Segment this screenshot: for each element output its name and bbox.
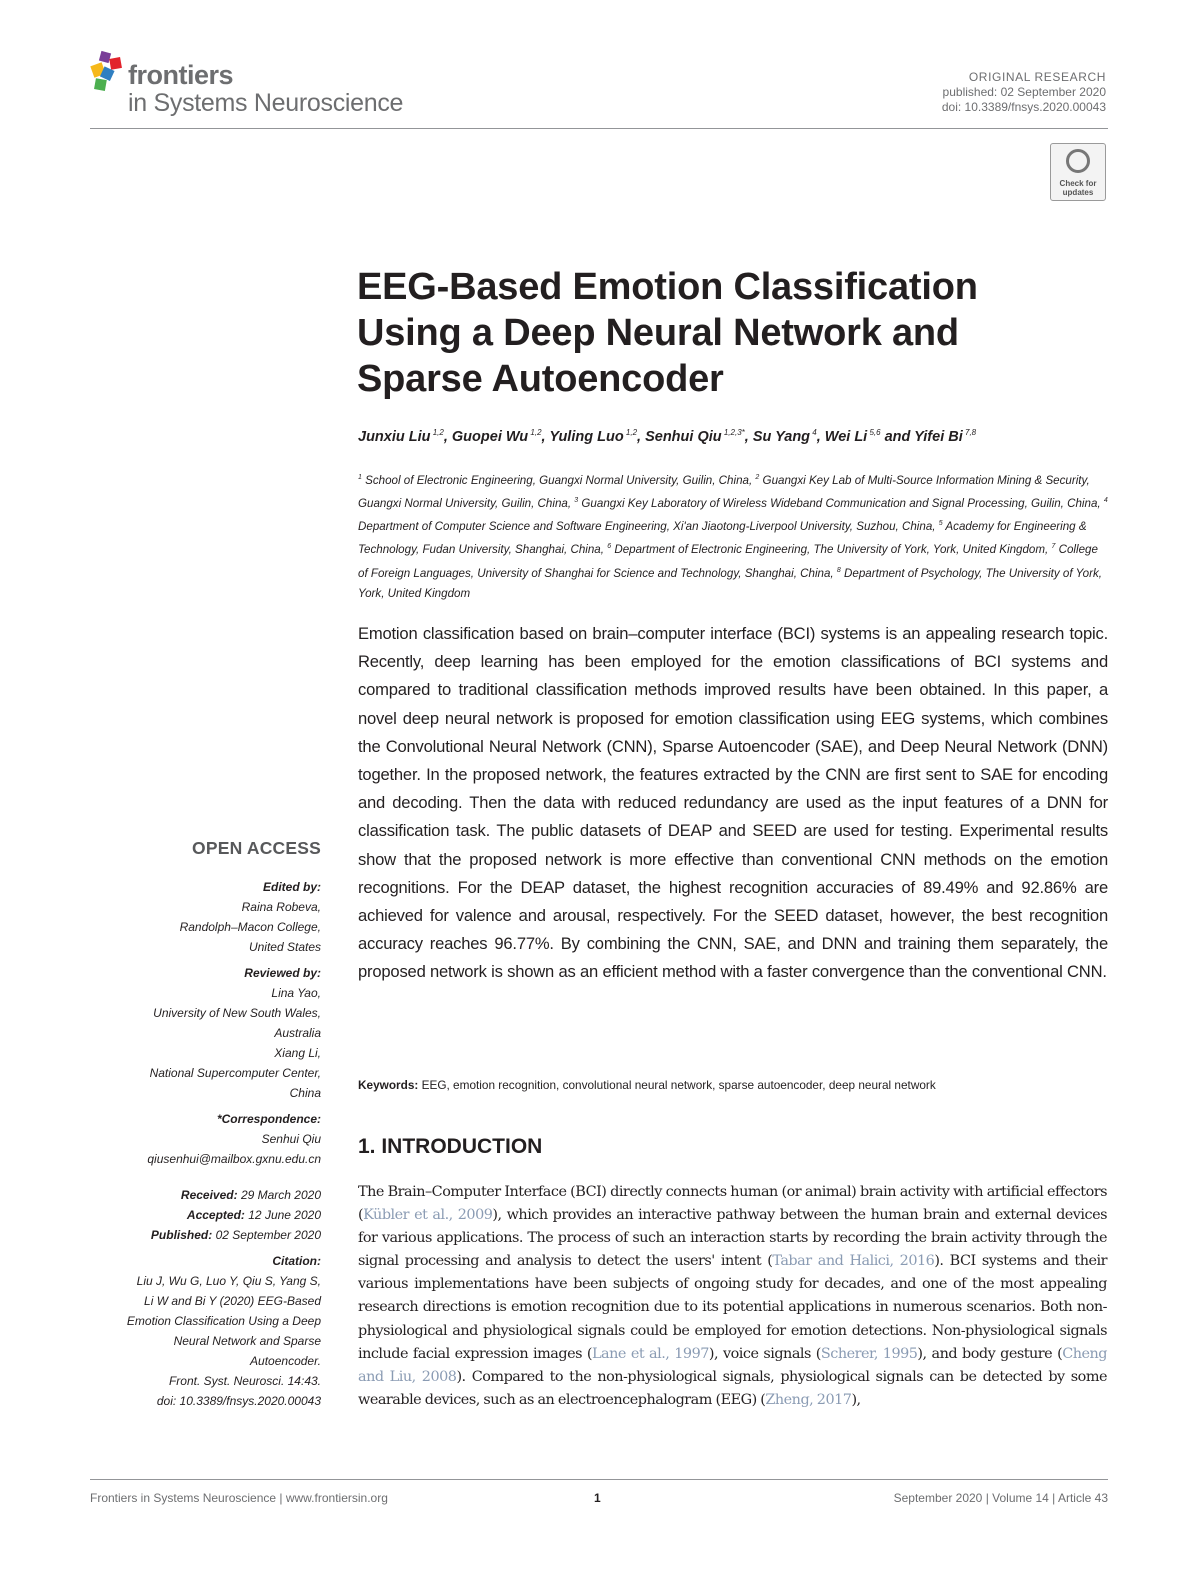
published-date-sidebar: Published: 02 September 2020 [150,1228,321,1242]
footer-issue-info: September 2020 | Volume 14 | Article 43 [893,1491,1108,1505]
affiliation-text: Department of Computer Science and Software Engineering, Xi'an Jiaotong-Liverpool University, Suzhou, China, [358,520,939,534]
intro-text-segment: ), voice signals ( [708,1345,821,1362]
open-access-label: OPEN ACCESS [192,838,321,858]
check-for-updates-button[interactable] [1050,143,1106,201]
footer-journal-link[interactable]: Frontiers in Systems Neuroscience | www.frontiersin.org [90,1491,388,1505]
edited-by-label: Edited by: [262,880,321,894]
citation-line: Front. Syst. Neurosci. 14:43. [168,1374,321,1388]
author-name[interactable]: Yifei Bi [914,428,963,445]
author-name[interactable]: Su Yang [752,428,811,445]
author-affiliation-marker: 1,2,3* [721,428,745,437]
affiliation-marker: 3 [574,497,579,505]
author-name[interactable]: Wei Li [824,428,868,445]
affiliations [358,468,1110,604]
author-affiliation-marker: 1,2 [528,428,542,437]
reviewer-line: National Supercomputer Center, [149,1066,321,1080]
citation-link[interactable]: Lane et al., 1997 [592,1345,709,1362]
author-name[interactable]: Junxiu Liu [358,428,431,445]
published-date: published: 02 September 2020 [942,85,1106,99]
editor-line: Randolph–Macon College, [179,920,321,934]
editor-line: United States [248,940,321,954]
citation-line: Emotion Classification Using a Deep [126,1314,321,1328]
check-updates-icon [1066,149,1090,173]
affiliation-text: Academy for Engineering & Technology, Fudan University, Shanghai, China, [358,520,1087,557]
affiliation-text: School of Electronic Engineering, Guangxi Normal University, Guilin, China, [361,473,756,487]
accepted-date: Accepted: 12 June 2020 [186,1208,321,1222]
citation-link[interactable]: Scherer, 1995 [820,1345,918,1362]
author-affiliation-marker: 1,2 [430,428,444,437]
author-affiliation-marker: 7,8 [962,428,977,437]
affiliation-marker: 8 [836,566,841,574]
keywords-label: Keywords: [358,1078,419,1092]
title-line: EEG-Based Emotion Classification [357,266,978,308]
check-updates-label: Check for updates [1059,179,1097,197]
author-separator: , [816,428,825,445]
citation-line: Liu J, Wu G, Luo Y, Qiu S, Yang S, [136,1274,321,1288]
header-divider [90,128,1108,129]
author-separator: , [541,428,550,445]
author-name[interactable]: Senhui Qiu [645,428,722,445]
author-separator: , [443,428,452,445]
affiliation-marker: 1 [358,474,362,481]
keywords [358,1078,1118,1092]
affiliation-text: Department of Psychology, The University of York, York, United Kingdom [358,566,1102,600]
editor-line: Raina Robeva, [241,900,321,914]
article-title [357,264,1117,402]
author-affiliation-marker: 4 [810,428,817,437]
title-line: Sparse Autoencoder [357,358,724,400]
author-name[interactable]: Yuling Luo [549,428,624,445]
citation-label: Citation: [272,1254,321,1268]
affiliation-marker: 4 [1103,497,1108,505]
keywords-list: EEG, emotion recognition, convolutional neural network, sparse autoencoder, deep neural network [421,1078,936,1092]
title-line: Using a Deep Neural Network and [357,312,959,354]
intro-text-segment: ). BCI systems and their various implementations have been subjects of ongoing study for decades, and one of the most appealing research directions is emotion recognition due to its potential applications in numerous scenarios. Both non-physiological and physiological signals could be employed for emotion detections. Non-physiological signals include facial expression images ( [358,1253,1107,1362]
affiliation-text: Guangxi Key Lab of Multi-Source Information Mining & Security, Guangxi Normal University, Guilin, China, [358,473,1090,511]
brand-name: frontiers [128,60,234,90]
received-date: Received: 29 March 2020 [180,1188,321,1202]
section-heading: 1. INTRODUCTION [358,1135,543,1158]
affiliation-marker: 6 [607,543,612,551]
intro-text-segment: ). Compared to the non-physiological signals, physiological signals can be detected by some wearable devices, such as an electroencephalogram (EEG) ( [358,1368,1107,1408]
abstract: Emotion classification based on brain–computer interface (BCI) systems is an appealing research topic. Recently, deep learning has been employed for the emotion classifications of BCI systems and compared to traditional classification methods improved results have been obtained. In this paper, a novel deep neural network is proposed for emotion classification using EEG systems, which combines the Convolutional Neural Network (CNN), Sparse Autoencoder (SAE), and Deep Neural Network (DNN) together. In the proposed network, the features extracted by the CNN are first sent to SAE for encoding and decoding. Then the data with reduced redundancy are used as the input features of a DNN for classification task. The public datasets of DEAP and SEED are used for testing. Experimental results show that the proposed network is more effective than conventional CNN methods on the emotion recognitions. For the DEAP dataset, the highest recognition accuracies of 89.49% and 92.86% are achieved for valence and arousal, respectively. For the SEED dataset, however, the best recognition accuracy reaches 96.77%. By combining the CNN, SAE, and DNN and training them separately, the proposed network is shown as an efficient method with a faster convergence than the conventional CNN. [358,624,1108,982]
affiliation-text: College of Foreign Languages, University of Shanghai for Science and Technology, Shanghai, China, [358,543,1098,580]
page-number: 1 [594,1491,601,1505]
frontiers-logo-icon [90,50,126,96]
author-affiliation-marker: 1,2 [623,428,638,437]
author-separator: , [637,428,646,445]
citation-line: Autoencoder. [250,1354,321,1368]
citation-link[interactable]: Zheng, 2017 [765,1391,852,1408]
footer-divider [90,1479,1108,1480]
citation-link[interactable]: Kübler et al., 2009 [363,1207,493,1224]
sidebar [71,838,321,1411]
reviewed-by-label: Reviewed by: [244,966,321,980]
correspondence-name: Senhui Qiu [261,1132,321,1146]
author-name[interactable]: Guopei Wu [451,428,529,445]
citation-line: Neural Network and Sparse [173,1334,321,1348]
article-type: ORIGINAL RESEARCH [968,70,1106,84]
article-doi: doi: 10.3389/fnsys.2020.00043 [941,100,1106,114]
affiliation-marker: 7 [1051,543,1056,551]
author-separator: , [744,428,753,445]
reviewer-line: Lina Yao, [271,986,321,1000]
reviewer-line: Australia [274,1026,321,1040]
reviewer-line: China [289,1086,321,1100]
author-affiliation-marker: 5,6 [867,428,881,437]
intro-text-segment: ), [851,1391,861,1408]
citation-link[interactable]: Tabar and Halici, 2016 [772,1253,935,1270]
intro-text-segment: ), and body gesture ( [917,1345,1063,1362]
affiliation-text: Guangxi Key Laboratory of Wireless Wideband Communication and Signal Processing, Guilin, China, [578,497,1104,511]
author-separator: and [880,428,915,445]
reviewer-line: Xiang Li, [274,1046,321,1060]
intro-text-segment: The Brain–Computer Interface (BCI) directly connects human (or animal) brain activity with artificial effectors ( [358,1184,1107,1224]
correspondence-label: *Correspondence: [216,1112,321,1126]
affiliation-text: Department of Electronic Engineering, The University of York, York, United Kingdom, [611,543,1052,557]
citation-link[interactable]: Cheng and Liu, 2008 [358,1345,1107,1385]
affiliation-marker: 5 [938,520,943,528]
affiliation-marker: 2 [755,474,760,481]
citation-line: Li W and Bi Y (2020) EEG-Based [144,1294,321,1308]
citation-line: doi: 10.3389/fnsys.2020.00043 [156,1394,321,1408]
journal-name: in Systems Neuroscience [128,89,404,117]
introduction-text [358,1181,1107,1412]
article-meta [942,70,1106,115]
correspondence-email-link[interactable]: qiusenhui@mailbox.gxnu.edu.cn [147,1152,321,1166]
intro-text-segment: ), which provides an interactive pathway between the human brain and external devices for various applications. The process of such an interaction starts by recording the brain activity through the signal processing and analysis to detect the users' intent ( [358,1207,1107,1270]
author-list [358,428,1118,445]
reviewer-line: University of New South Wales, [153,1006,321,1020]
